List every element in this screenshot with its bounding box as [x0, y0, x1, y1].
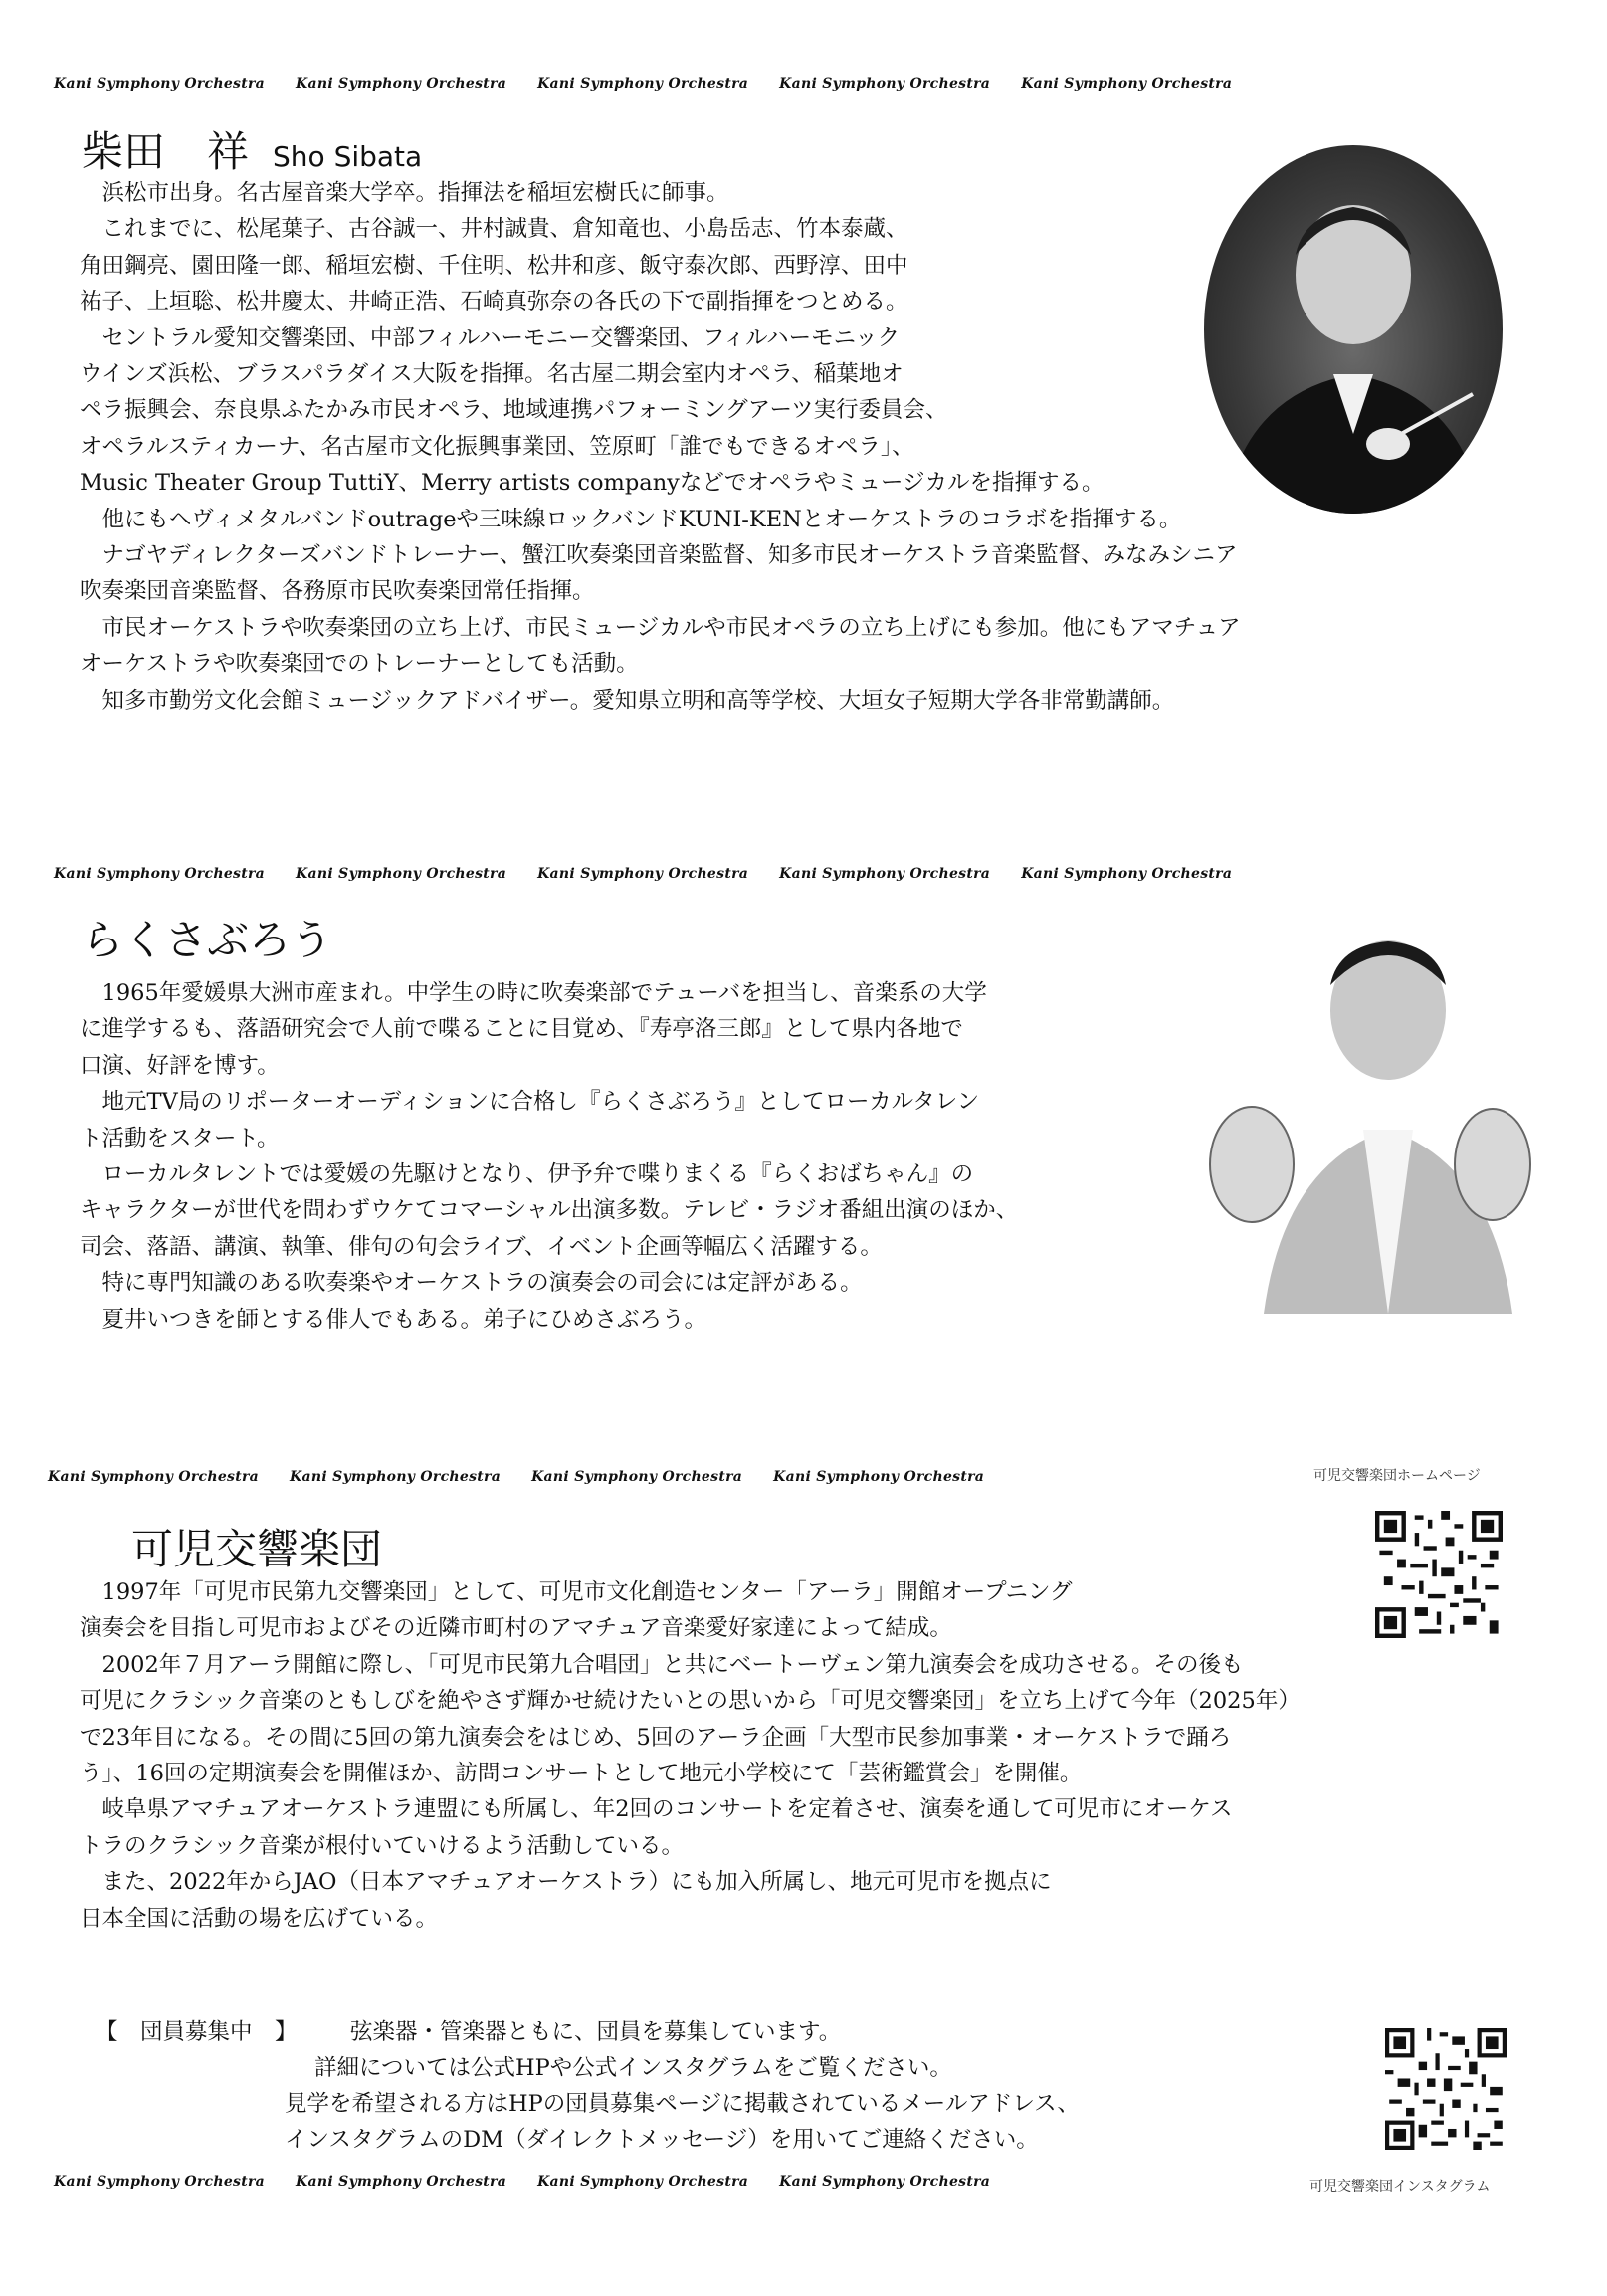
desc-line: 可児にクラシック音楽のともしびを絶やさず輝かせ続けたいとの思いから「可児交響楽団」を立ち上げて今年（2025年） [80, 1688, 1301, 1715]
banner-text: Kani Symphony Orchestra [296, 2174, 507, 2190]
bio-line: 夏井いつきを師とする俳人でもある。弟子にひめさぶろう。 [80, 1306, 707, 1333]
shibata-photo [1204, 145, 1503, 514]
desc-line: 演奏会を目指し可児市およびその近隣市町村のアマチュア音楽愛好家達によって結成。 [80, 1615, 952, 1642]
banner-bottom [54, 2174, 1021, 2190]
bio-line: オーケストラや吹奏楽団でのトレーナーとしても活動。 [80, 651, 639, 678]
qr-instagram-caption: 可児交響楽団インスタグラム [1309, 2179, 1491, 2194]
bio-line: キャラクターが世代を問わずウケてコマーシャル出演多数。テレビ・ラジオ番組出演のほか、 [80, 1197, 1019, 1224]
banner-text: Kani Symphony Orchestra [537, 866, 749, 882]
qr-code-homepage[interactable] [1375, 1511, 1503, 1638]
bio-line: 角田鋼亮、園田隆一郎、稲垣宏樹、千住明、松井和彦、飯守泰次郎、西野淳、田中 [80, 252, 908, 279]
raku-heading [82, 908, 332, 967]
banner-text: Kani Symphony Orchestra [54, 866, 266, 882]
banner-text: Kani Symphony Orchestra [48, 1469, 260, 1485]
bio-line: 浜松市出身。名古屋音楽大学卒。指揮法を稲垣宏樹氏に師事。 [80, 180, 729, 206]
bio-line: セントラル愛知交響楽団、中部フィルハーモニー交響楽団、フィルハーモニック [80, 324, 901, 351]
banner-text: Kani Symphony Orchestra [531, 1469, 743, 1485]
kani-heading [131, 1517, 382, 1576]
bio-line: 市民オーケストラや吹奏楽団の立ち上げ、市民ミュージカルや市民オペラの立ち上げにも参加。他にもアマチュア [80, 614, 1241, 641]
banner-text: Kani Symphony Orchestra [779, 76, 991, 92]
banner-text: Kani Symphony Orchestra [296, 76, 507, 92]
banner-text: Kani Symphony Orchestra [773, 1469, 985, 1485]
bio-line: ローカルタレントでは愛媛の先駆けとなり、伊予弁で喋りまくる『らくおばちゃん』の [80, 1161, 974, 1188]
desc-line: 1997年「可児市民第九交響楽団」として、可児市文化創造センター「アーラ」開館オープニング [80, 1579, 1073, 1605]
bio-line: ウインズ浜松、ブラスパラダイス大阪を指揮。名古屋二期会室内オペラ、稲葉地オ [80, 361, 904, 388]
banner-middle [54, 866, 1263, 882]
desc-line: トラのクラシック音楽が根付いていけるよう活動している。 [80, 1832, 685, 1859]
banner-text: Kani Symphony Orchestra [1021, 866, 1233, 882]
performer-portrait-image [1204, 916, 1532, 1314]
desc-line: で23年目になる。その間に5回の第九演奏会をはじめ、5回のアーラ企画「大型市民参加事業・オーケストラで踊ろ [80, 1724, 1232, 1751]
banner-text: Kani Symphony Orchestra [779, 2174, 991, 2190]
kani-description [80, 1574, 1301, 1937]
banner-text: Kani Symphony Orchestra [537, 76, 749, 92]
bio-line: これまでに、松尾葉子、古谷誠一、井村誠貴、倉知竜也、小島岳志、竹本泰蔵、 [80, 216, 908, 243]
bio-line: ナゴヤディレクターズバンドトレーナー、蟹江吹奏楽団音楽監督、知多市民オーケストラ音楽監督、みなみシニア [80, 542, 1238, 569]
banner-text: Kani Symphony Orchestra [537, 2174, 749, 2190]
bio-line: 知多市勤労文化会館ミュージックアドバイザー。愛知県立明和高等学校、大垣女子短期大学各非常勤講師。 [80, 687, 1175, 714]
banner-text: Kani Symphony Orchestra [779, 866, 991, 882]
shibata-name-roman: Sho Sibata [273, 140, 423, 173]
banner-text: Kani Symphony Orchestra [296, 866, 507, 882]
bio-line: 特に専門知識のある吹奏楽やオーケストラの演奏会の司会には定評がある。 [80, 1270, 863, 1297]
desc-line: また、2022年からJAO（日本アマチュアオーケストラ）にも加入所属し、地元可児市を拠点に [80, 1869, 1052, 1896]
bio-line: 吹奏楽団音楽監督、各務原市民吹奏楽団常任指揮。 [80, 578, 595, 605]
recruit-line-4: インスタグラムのDM（ダイレクトメッセージ）を用いてご連絡ください。 [285, 2127, 1039, 2153]
desc-line: う」、16回の定期演奏会を開催ほか、訪問コンサートとして地元小学校にて「芸術鑑賞会」を開催。 [80, 1761, 1083, 1787]
shibata-name: 柴田 祥 [82, 127, 250, 176]
bio-line: ト活動をスタート。 [80, 1125, 280, 1151]
qr-home-caption: 可児交響楽団ホームページ [1313, 1468, 1481, 1484]
kani-name: 可児交響楽団 [131, 1525, 383, 1573]
bio-line: 司会、落語、講演、執筆、俳句の句会ライブ、イベント企画等幅広く活躍する。 [80, 1233, 883, 1260]
recruit-line-2: 詳細については公式HPや公式インスタグラムをご覧ください。 [314, 2055, 952, 2081]
bio-line: 他にもヘヴィメタルバンドoutrageや三味線ロックバンドKUNI-KENとオーケストラのコラボを指揮する。 [80, 506, 1182, 532]
bio-line: Music Theater Group TuttiY、Merry artists companyなどでオペラやミュージカルを指揮する。 [80, 470, 1105, 497]
conductor-portrait-image [1204, 145, 1503, 514]
bio-line: ペラ振興会、奈良県ふたかみ市民オペラ、地域連携パフォーミングアーツ実行委員会、 [80, 397, 948, 424]
desc-line: 日本全国に活動の場を広げている。 [80, 1905, 439, 1932]
bio-line: オペラルスティカーナ、名古屋市文化振興事業団、笠原町「誰でもできるオペラ」、 [80, 433, 914, 460]
shibata-heading [82, 119, 422, 179]
desc-line: 2002年７月アーラ開館に際し、「可児市民第九合唱団」と共にベートーヴェン第九演奏会を成功させる。その後も [80, 1651, 1244, 1678]
raku-name: らくさぶろう [82, 916, 333, 964]
bio-line: に進学するも、落語研究会で人前で喋ることに目覚め、『寿亭洛三郎』として県内各地で [80, 1016, 963, 1043]
bio-line: 口演、好評を博す。 [80, 1052, 280, 1079]
banner-top [54, 76, 1263, 92]
bio-line: 地元TV局のリポーターオーディションに合格し『らくさぶろう』としてローカルタレン [80, 1089, 980, 1116]
banner-lower [48, 1469, 1015, 1485]
raku-bio [80, 975, 1018, 1338]
raku-photo [1204, 916, 1532, 1314]
recruit-line-3: 見学を希望される方はHPの団員募集ページに掲載されているメールアドレス、 [285, 2091, 1080, 2117]
qr-code-instagram[interactable] [1385, 2028, 1507, 2150]
banner-text: Kani Symphony Orchestra [1021, 76, 1233, 92]
recruit-line-1: 弦楽器・管楽器ともに、団員を募集しています。 [350, 2019, 842, 2045]
banner-text: Kani Symphony Orchestra [290, 1469, 502, 1485]
banner-text: Kani Symphony Orchestra [54, 2174, 266, 2190]
desc-line: 岐阜県アマチュアオーケストラ連盟にも所属し、年2回のコンサートを定着させ、演奏を通して可児市にオーケス [80, 1796, 1233, 1823]
recruit-label: 【 団員募集中 】 [96, 2019, 298, 2045]
shibata-bio [80, 175, 1241, 719]
bio-line: 1965年愛媛県大洲市産まれ。中学生の時に吹奏楽部でテューバを担当し、音楽系の大学 [80, 980, 987, 1006]
bio-line: 祐子、上垣聡、松井慶太、井崎正浩、石崎真弥奈の各氏の下で副指揮をつとめる。 [80, 289, 908, 315]
banner-text: Kani Symphony Orchestra [54, 76, 266, 92]
